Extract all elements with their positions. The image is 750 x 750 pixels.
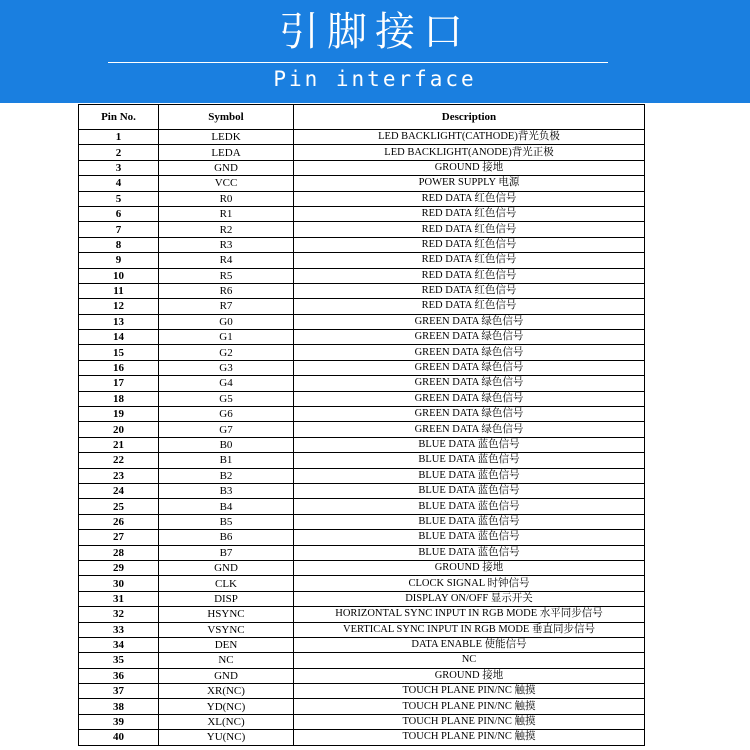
table-row: [79, 283, 645, 298]
table-row: [79, 360, 645, 375]
description-cell: RED DATA 红色信号: [294, 191, 645, 206]
table-row: [79, 191, 645, 206]
pin-number-cell: 31: [79, 591, 159, 606]
description-cell: GREEN DATA 绿色信号: [294, 407, 645, 422]
description-cell: DATA ENABLE 使能信号: [294, 637, 645, 652]
table-row: [79, 422, 645, 437]
description-cell: TOUCH PLANE PIN/NC 触摸: [294, 714, 645, 729]
pin-number-cell: 4: [79, 176, 159, 191]
pin-number-cell: 32: [79, 607, 159, 622]
pin-number-cell: 18: [79, 391, 159, 406]
table-row: [79, 637, 645, 652]
symbol-cell: HSYNC: [159, 607, 294, 622]
symbol-cell: XR(NC): [159, 684, 294, 699]
description-cell: CLOCK SIGNAL 时钟信号: [294, 576, 645, 591]
symbol-cell: G7: [159, 422, 294, 437]
description-cell: RED DATA 红色信号: [294, 206, 645, 221]
table-row: [79, 407, 645, 422]
column-header-symbol: Symbol: [159, 105, 294, 130]
description-cell: GROUND 接地: [294, 668, 645, 683]
symbol-cell: VSYNC: [159, 622, 294, 637]
description-cell: LED BACKLIGHT(ANODE)背光正极: [294, 145, 645, 160]
description-cell: DISPLAY ON/OFF 显示开关: [294, 591, 645, 606]
symbol-cell: R3: [159, 237, 294, 252]
pin-number-cell: 26: [79, 514, 159, 529]
description-cell: NC: [294, 653, 645, 668]
pin-number-cell: 5: [79, 191, 159, 206]
table-row: [79, 530, 645, 545]
description-cell: GREEN DATA 绿色信号: [294, 330, 645, 345]
table-row: [79, 514, 645, 529]
table-row: [79, 684, 645, 699]
table-body: [79, 130, 645, 746]
table-row: [79, 699, 645, 714]
description-cell: GROUND 接地: [294, 560, 645, 575]
pin-number-cell: 29: [79, 560, 159, 575]
description-cell: GREEN DATA 绿色信号: [294, 391, 645, 406]
description-cell: GREEN DATA 绿色信号: [294, 360, 645, 375]
pin-number-cell: 2: [79, 145, 159, 160]
table-row: [79, 145, 645, 160]
table-row: [79, 545, 645, 560]
pin-number-cell: 28: [79, 545, 159, 560]
table-row: [79, 622, 645, 637]
description-cell: BLUE DATA 蓝色信号: [294, 453, 645, 468]
table-row: [79, 376, 645, 391]
pin-number-cell: 27: [79, 530, 159, 545]
pin-number-cell: 37: [79, 684, 159, 699]
table-row: [79, 653, 645, 668]
symbol-cell: R6: [159, 283, 294, 298]
description-cell: RED DATA 红色信号: [294, 283, 645, 298]
table-row: [79, 237, 645, 252]
pin-number-cell: 10: [79, 268, 159, 283]
pin-number-cell: 36: [79, 668, 159, 683]
column-header-description: Description: [294, 105, 645, 130]
pin-number-cell: 34: [79, 637, 159, 652]
symbol-cell: B6: [159, 530, 294, 545]
table-row: [79, 391, 645, 406]
description-cell: GREEN DATA 绿色信号: [294, 314, 645, 329]
table-row: [79, 176, 645, 191]
table-header-row: [79, 105, 645, 130]
pin-number-cell: 25: [79, 499, 159, 514]
symbol-cell: GND: [159, 560, 294, 575]
pin-number-cell: 1: [79, 130, 159, 145]
symbol-cell: GND: [159, 668, 294, 683]
table-row: [79, 714, 645, 729]
symbol-cell: B2: [159, 468, 294, 483]
symbol-cell: GND: [159, 160, 294, 175]
pin-number-cell: 9: [79, 253, 159, 268]
pin-number-cell: 3: [79, 160, 159, 175]
table-row: [79, 437, 645, 452]
pin-number-cell: 16: [79, 360, 159, 375]
description-cell: TOUCH PLANE PIN/NC 触摸: [294, 684, 645, 699]
symbol-cell: YD(NC): [159, 699, 294, 714]
symbol-cell: B3: [159, 483, 294, 498]
pin-number-cell: 14: [79, 330, 159, 345]
table-row: [79, 468, 645, 483]
table-row: [79, 253, 645, 268]
symbol-cell: G6: [159, 407, 294, 422]
pin-number-cell: 11: [79, 283, 159, 298]
description-cell: POWER SUPPLY 电源: [294, 176, 645, 191]
pin-number-cell: 21: [79, 437, 159, 452]
table-row: [79, 330, 645, 345]
symbol-cell: R1: [159, 206, 294, 221]
symbol-cell: G1: [159, 330, 294, 345]
description-cell: LED BACKLIGHT(CATHODE)背光负极: [294, 130, 645, 145]
description-cell: BLUE DATA 蓝色信号: [294, 514, 645, 529]
symbol-cell: NC: [159, 653, 294, 668]
table-row: [79, 607, 645, 622]
symbol-cell: YU(NC): [159, 730, 294, 745]
description-cell: RED DATA 红色信号: [294, 299, 645, 314]
table-row: [79, 483, 645, 498]
header-banner: [0, 0, 750, 103]
symbol-cell: R0: [159, 191, 294, 206]
symbol-cell: B0: [159, 437, 294, 452]
symbol-cell: LEDA: [159, 145, 294, 160]
page-subtitle: Pin interface: [273, 67, 477, 91]
pin-number-cell: 35: [79, 653, 159, 668]
pin-number-cell: 19: [79, 407, 159, 422]
symbol-cell: B1: [159, 453, 294, 468]
table-row: [79, 668, 645, 683]
description-cell: VERTICAL SYNC INPUT IN RGB MODE 垂直同步信号: [294, 622, 645, 637]
description-cell: TOUCH PLANE PIN/NC 触摸: [294, 699, 645, 714]
symbol-cell: DEN: [159, 637, 294, 652]
pin-number-cell: 12: [79, 299, 159, 314]
page-title: 引脚接口: [279, 9, 471, 55]
pin-number-cell: 30: [79, 576, 159, 591]
description-cell: RED DATA 红色信号: [294, 253, 645, 268]
description-cell: BLUE DATA 蓝色信号: [294, 437, 645, 452]
pin-number-cell: 40: [79, 730, 159, 745]
description-cell: RED DATA 红色信号: [294, 237, 645, 252]
symbol-cell: B4: [159, 499, 294, 514]
table-row: [79, 730, 645, 745]
pin-number-cell: 7: [79, 222, 159, 237]
description-cell: HORIZONTAL SYNC INPUT IN RGB MODE 水平同步信号: [294, 607, 645, 622]
symbol-cell: G0: [159, 314, 294, 329]
pin-number-cell: 6: [79, 206, 159, 221]
description-cell: GREEN DATA 绿色信号: [294, 376, 645, 391]
symbol-cell: G5: [159, 391, 294, 406]
description-cell: BLUE DATA 蓝色信号: [294, 483, 645, 498]
symbol-cell: LEDK: [159, 130, 294, 145]
description-cell: BLUE DATA 蓝色信号: [294, 530, 645, 545]
symbol-cell: G2: [159, 345, 294, 360]
table-row: [79, 160, 645, 175]
description-cell: BLUE DATA 蓝色信号: [294, 545, 645, 560]
symbol-cell: XL(NC): [159, 714, 294, 729]
description-cell: BLUE DATA 蓝色信号: [294, 499, 645, 514]
table-row: [79, 499, 645, 514]
symbol-cell: G3: [159, 360, 294, 375]
table-row: [79, 299, 645, 314]
description-cell: GREEN DATA 绿色信号: [294, 345, 645, 360]
table-row: [79, 222, 645, 237]
table-row: [79, 560, 645, 575]
pin-number-cell: 39: [79, 714, 159, 729]
pin-number-cell: 23: [79, 468, 159, 483]
table-row: [79, 591, 645, 606]
description-cell: GREEN DATA 绿色信号: [294, 422, 645, 437]
symbol-cell: B7: [159, 545, 294, 560]
pin-number-cell: 20: [79, 422, 159, 437]
table-row: [79, 314, 645, 329]
table-row: [79, 206, 645, 221]
symbol-cell: R4: [159, 253, 294, 268]
pin-table: [78, 104, 645, 746]
pin-number-cell: 38: [79, 699, 159, 714]
description-cell: TOUCH PLANE PIN/NC 触摸: [294, 730, 645, 745]
description-cell: RED DATA 红色信号: [294, 268, 645, 283]
pin-number-cell: 8: [79, 237, 159, 252]
table-row: [79, 576, 645, 591]
symbol-cell: R7: [159, 299, 294, 314]
pin-number-cell: 17: [79, 376, 159, 391]
symbol-cell: R5: [159, 268, 294, 283]
description-cell: GROUND 接地: [294, 160, 645, 175]
description-cell: BLUE DATA 蓝色信号: [294, 468, 645, 483]
title-divider: [108, 62, 608, 63]
pin-number-cell: 22: [79, 453, 159, 468]
table-row: [79, 268, 645, 283]
symbol-cell: G4: [159, 376, 294, 391]
column-header-pin-no: Pin No.: [79, 105, 159, 130]
table-row: [79, 130, 645, 145]
symbol-cell: DISP: [159, 591, 294, 606]
table-row: [79, 345, 645, 360]
symbol-cell: R2: [159, 222, 294, 237]
table-row: [79, 453, 645, 468]
pin-number-cell: 15: [79, 345, 159, 360]
pin-number-cell: 13: [79, 314, 159, 329]
pin-number-cell: 24: [79, 483, 159, 498]
symbol-cell: VCC: [159, 176, 294, 191]
symbol-cell: B5: [159, 514, 294, 529]
description-cell: RED DATA 红色信号: [294, 222, 645, 237]
symbol-cell: CLK: [159, 576, 294, 591]
pin-number-cell: 33: [79, 622, 159, 637]
